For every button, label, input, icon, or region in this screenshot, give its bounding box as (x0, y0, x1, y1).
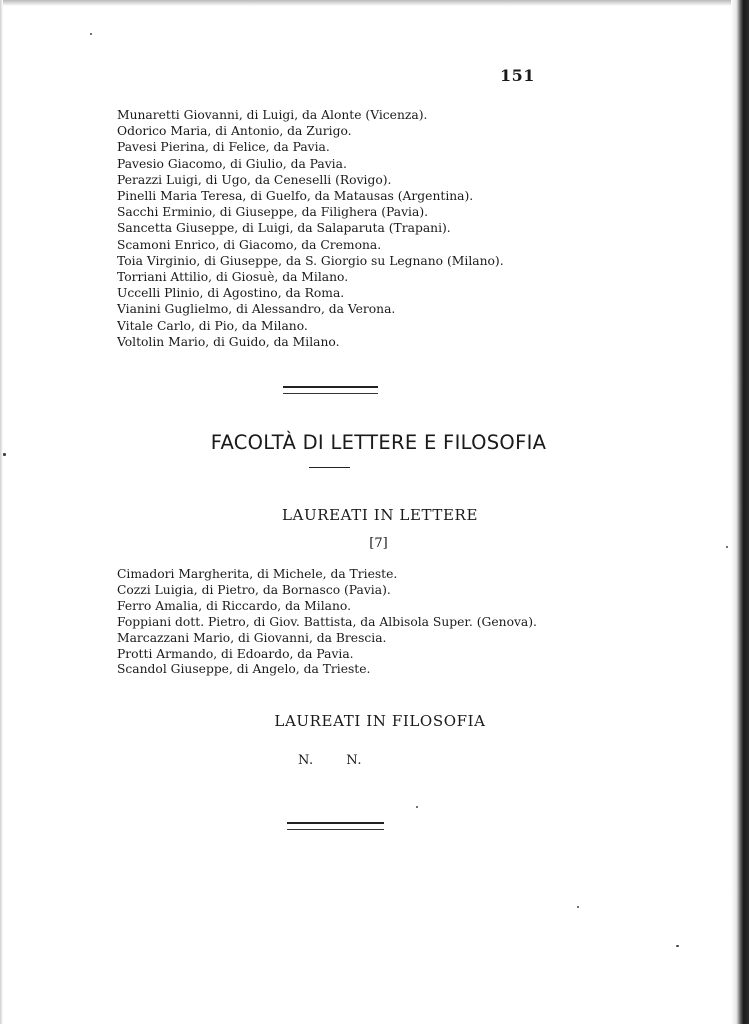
list-item: Scandol Giuseppe, di Angelo, da Trieste. (117, 662, 371, 677)
section-title-lettere: LAUREATI IN LETTERE (282, 506, 478, 524)
list-item: Uccelli Plinio, di Agostino, da Roma. (117, 286, 345, 301)
page-number: 151 (500, 66, 535, 85)
list-item: Ferro Amalia, di Riccardo, da Milano. (117, 598, 351, 613)
list-item: Scamoni Enrico, di Giacomo, da Cremona. (117, 237, 382, 252)
list-item: Cimadori Margherita, di Michele, da Trieste. (117, 567, 398, 581)
list-item: Munaretti Giovanni, di Luigi, da Alonte (Vicenza). (117, 108, 428, 122)
list-item: Perazzi Luigi, di Ugo, da Ceneselli (Rovigo). (117, 172, 392, 187)
placeholder-names: N. N. (298, 753, 362, 768)
list-item: Sacchi Erminio, di Giuseppe, da Filighera (Pavia). (117, 205, 429, 220)
list-item: Pavesio Giacomo, di Giulio, da Pavia. (117, 156, 347, 171)
list-item: Protti Armando, di Edoardo, da Pavia. (117, 646, 354, 661)
section-divider (287, 822, 384, 830)
list-item: Vianini Guglielmo, di Alessandro, da Verona. (117, 302, 396, 317)
scan-speck (416, 806, 418, 808)
scan-top-edge (0, 0, 749, 6)
list-item: Marcazzani Mario, di Giovanni, da Brescia. (117, 630, 387, 645)
faculty-title: FACOLTÀ DI LETTERE E FILOSOFIA (210, 431, 547, 454)
scan-speck (676, 945, 679, 947)
scan-speck (90, 33, 92, 35)
list-item: Odorico Maria, di Antonio, da Zurigo. (117, 124, 352, 139)
list-item: Toia Virginio, di Giuseppe, da S. Giorgio su Legnano (Milano). (117, 253, 504, 268)
list-item: Voltolin Mario, di Guido, da Milano. (117, 334, 340, 349)
list-item: Vitale Carlo, di Pio, da Milano. (117, 318, 308, 333)
section-divider (283, 386, 378, 394)
list-item: Foppiani dott. Pietro, di Giov. Battista, da Albisola Super. (Genova). (117, 614, 537, 629)
scan-speck (726, 546, 728, 548)
list-item: Torriani Attilio, di Giosuè, da Milano. (117, 270, 349, 285)
graduate-list-top (117, 107, 504, 350)
list-item: Pinelli Maria Teresa, di Guelfo, da Matausas (Argentina). (117, 189, 474, 204)
scan-speck (577, 906, 579, 908)
title-underline (309, 467, 350, 468)
list-item: Pavesi Pierina, di Felice, da Pavia. (117, 140, 330, 155)
list-item: Sancetta Giuseppe, di Luigi, da Salaparuta (Trapani). (117, 221, 451, 236)
scan-speck (3, 453, 6, 456)
list-item: Cozzi Luigia, di Pietro, da Bornasco (Pavia). (117, 582, 391, 597)
section-title-filosofia: LAUREATI IN FILOSOFIA (274, 712, 486, 730)
graduate-list-lettere (117, 567, 537, 678)
graduate-count: [7] (369, 536, 388, 551)
